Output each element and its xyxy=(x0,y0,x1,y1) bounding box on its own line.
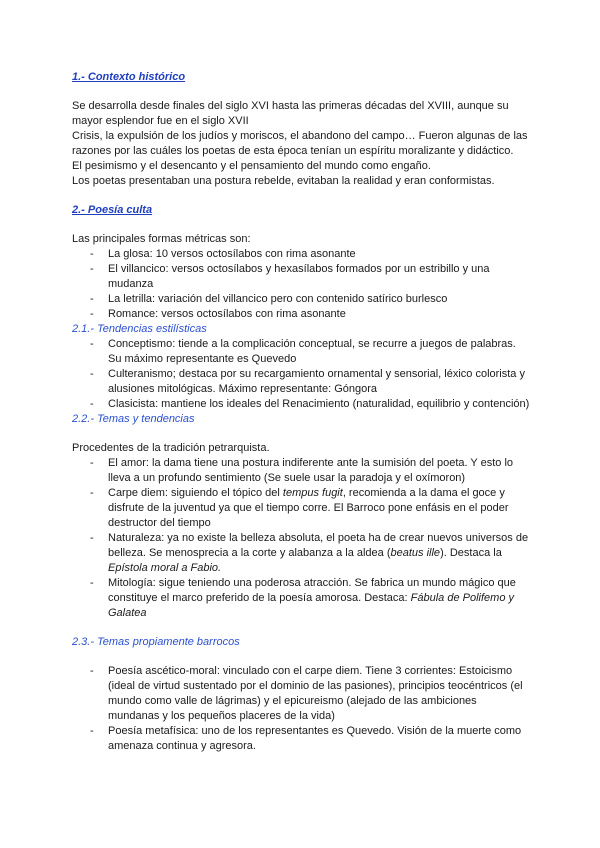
subheading-temas-y-tendencias: 2.2.- Temas y tendencias xyxy=(72,413,195,425)
heading-poesia-culta: 2.- Poesía culta xyxy=(72,204,153,216)
list-item: - Poesía ascético-moral: vinculado con el carpe diem. Tiene 3 corrientes: Estoicismo (ideal de virtud sustentado por el dominio de las pasiones), principios teocéntricos (el mundo como valle de lágrimas) y el epicureismo (alejado de las ambiciones mundanas y los pequeños placeres de la vida) xyxy=(90,665,523,722)
list-temas xyxy=(72,456,530,621)
subheading-temas-barrocos: 2.3.- Temas propiamente barrocos xyxy=(72,636,240,648)
list-item: - Mitología: sigue teniendo una poderosa atracción. Se fabrica un mundo mágico que constituye el marco preferido de la poesía amorosa. Destaca: Fábula de Polifemo y Galatea xyxy=(90,577,516,619)
list-item: - Conceptismo: tiende a la complicación conceptual, se recurre a juegos de palabras. Su máximo representante es Quevedo xyxy=(90,338,516,365)
list-item: - Naturaleza: ya no existe la belleza absoluta, el poeta ha de crear nuevos universos de belleza. Se menosprecia a la corte y alabanza a la aldea (beatus ille). Destaca la Epístola moral a Fabio. xyxy=(90,532,529,574)
subheading-tendencias-estilisticas: 2.1.- Tendencias estilísticas xyxy=(72,323,207,335)
list-item: - Poesía metafísica: uno de los representantes es Quevedo. Visión de la muerte como amenaza continua y agresora. xyxy=(90,725,522,752)
heading-contexto-historico: 1.- Contexto histórico xyxy=(72,71,186,83)
paragraph: Se desarrolla desde finales del siglo XVI hasta las primeras décadas del XVIII, aunque su mayor esplendor fue en el siglo XVII xyxy=(72,100,509,127)
document-page xyxy=(72,70,530,754)
list-temas-barrocos xyxy=(72,664,530,754)
list-item: - El villancico: versos octosílabos y hexasílabos formados por un estribillo y una mudanza xyxy=(90,263,490,290)
list-item: - El amor: la dama tiene una postura indiferente ante la sumisión del poeta. Y esto lo lleva a un profundo sentimiento (Se suele usar la paradoja y el oxímoron) xyxy=(90,457,514,484)
list-item: - Clasicista: mantiene los ideales del Renacimiento (naturalidad, equilibrio y contención) xyxy=(90,398,530,410)
list-item: - La glosa: 10 versos octosílabos con rima asonante xyxy=(90,248,356,260)
list-formas-metricas xyxy=(72,247,530,322)
list-item: - Romance: versos octosílabos con rima asonante xyxy=(90,308,346,320)
paragraph: Las principales formas métricas son: xyxy=(72,233,251,245)
paragraph: Procedentes de la tradición petrarquista. xyxy=(72,442,270,454)
paragraph: El pesimismo y el desencanto y el pensamiento del mundo como engaño. xyxy=(72,160,431,172)
list-tendencias xyxy=(72,337,530,412)
paragraph: Crisis, la expulsión de los judíos y moriscos, el abandono del campo… Fueron algunas de las razones por las cuáles los poetas de esta época tenían un espíritu moralizante y didáctico. xyxy=(72,130,528,157)
list-item: - Carpe diem: siguiendo el tópico del tempus fugit, recomienda a la dama el goce y disfrute de la juventud ya que el tiempo corre. El Barroco pone enfásis en el poder destructor del tiempo xyxy=(90,487,509,529)
list-item: - La letrilla: variación del villancico pero con contenido satírico burlesco xyxy=(90,293,448,305)
paragraph: Los poetas presentaban una postura rebelde, evitaban la realidad y eran conformistas. xyxy=(72,175,495,187)
list-item: - Culteranismo; destaca por su recargamiento ornamental y sensorial, léxico colorista y alusiones mitológicas. Máximo representante: Góngora xyxy=(90,368,525,395)
